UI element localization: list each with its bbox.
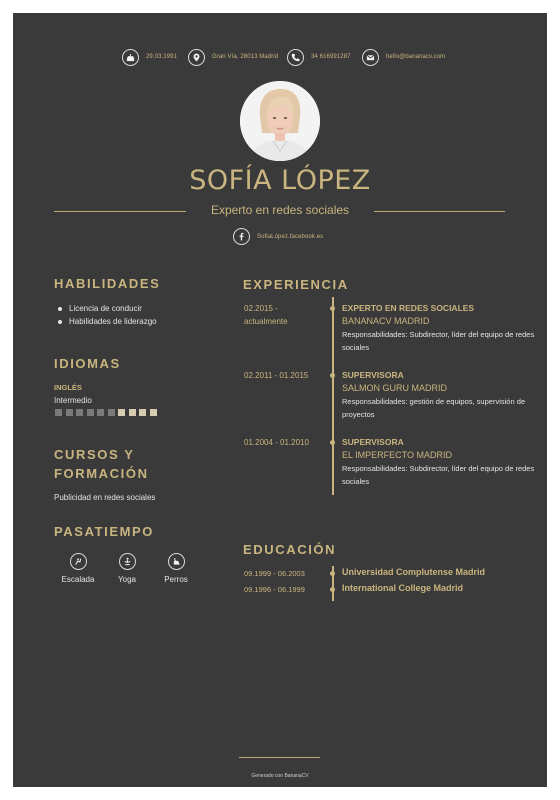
facebook-icon — [233, 228, 250, 245]
rating-square — [55, 409, 62, 416]
hobby-label: Yoga — [118, 575, 136, 584]
education-date: 09.1999 - 06.2003 — [244, 569, 305, 578]
courses-heading-line1: CURSOS Y — [54, 447, 135, 462]
skills-heading: HABILIDADES — [54, 276, 161, 291]
contact-phone — [287, 48, 351, 66]
job-date-line2: actualmente — [244, 317, 288, 326]
rating-square — [129, 409, 136, 416]
language-level: Intermedio — [54, 396, 92, 405]
skill-item: Habilidades de liderazgo — [54, 315, 157, 328]
contact-bar — [13, 48, 547, 68]
climbing-icon — [70, 553, 87, 570]
job-date — [244, 302, 322, 328]
phone-icon — [287, 49, 304, 66]
timeline-dot — [330, 440, 335, 445]
cv-page — [13, 13, 547, 787]
title-divider-right — [374, 211, 505, 212]
skills-list — [54, 302, 157, 328]
job-company: EL IMPERFECTO MADRID — [342, 450, 453, 460]
education-name: Universidad Complutense Madrid — [342, 567, 486, 577]
language-rating — [55, 409, 160, 416]
language-name: INGLÉS — [54, 383, 82, 392]
hobby-item — [151, 553, 201, 584]
address-text: Gran Vía, 28013 Madrid — [212, 54, 279, 60]
job-desc-line1: Responsabilidades: gestión de equipos, supervisión de — [342, 397, 526, 406]
rating-square — [87, 409, 94, 416]
courses-heading-line2: FORMACIÓN — [54, 466, 149, 481]
title-row — [13, 203, 547, 219]
contact-email — [362, 48, 445, 66]
education-name: International College Madrid — [342, 583, 464, 593]
timeline-dot — [330, 306, 335, 311]
job-desc-line2: sociales — [342, 477, 370, 486]
profile-photo — [240, 81, 320, 161]
job-desc-line2: proyectos — [342, 410, 375, 419]
rating-square — [66, 409, 73, 416]
skill-item: Licencia de conducir — [54, 302, 157, 315]
education-date: 09.1996 - 06.1999 — [244, 585, 305, 594]
job-date-line1: 01.2004 - 01.2010 — [244, 438, 309, 447]
job-date — [244, 369, 322, 382]
job-role: SUPERVISORA — [342, 370, 404, 380]
education-entry — [244, 567, 544, 581]
rating-square — [150, 409, 157, 416]
hobby-item — [53, 553, 103, 584]
courses-heading — [54, 445, 149, 483]
hobby-label: Escalada — [61, 575, 95, 584]
email-text: hello@bananacv.com — [386, 54, 446, 60]
social-text: SofiaLópez.facebook.es — [257, 233, 324, 240]
hobby-label: Perros — [164, 575, 188, 584]
dog-icon — [168, 553, 185, 570]
job-date-line1: 02.2015 - — [244, 304, 278, 313]
contact-birthdate — [122, 48, 177, 66]
contact-address — [188, 48, 278, 66]
job-date-line1: 02.2011 - 01.2015 — [244, 371, 309, 380]
experience-timeline — [332, 297, 334, 495]
yoga-icon — [119, 553, 136, 570]
rating-square — [97, 409, 104, 416]
timeline-dot — [330, 571, 335, 576]
job-role: EXPERTO EN REDES SOCIALES — [342, 303, 475, 313]
hobbies-heading: PASATIEMPO — [54, 524, 155, 539]
job-body — [342, 436, 544, 488]
course-item: Publicidad en redes sociales — [54, 493, 156, 502]
hobby-item — [102, 553, 152, 584]
phone-text: 34 616991287 — [311, 54, 351, 60]
job-body — [342, 369, 544, 421]
job-body — [342, 302, 544, 354]
job-desc-line1: Responsabilidades: Subdirector, líder del equipo de redes — [342, 464, 535, 473]
job-company: BANANACV MADRID — [342, 316, 430, 326]
job-desc-line2: sociales — [342, 343, 370, 352]
education-entry — [244, 583, 544, 597]
experience-heading: EXPERIENCIA — [243, 277, 349, 292]
rating-square — [76, 409, 83, 416]
education-heading: EDUCACIÓN — [243, 542, 337, 557]
birthdate-text: 29.03.1991 — [146, 54, 178, 60]
email-icon — [362, 49, 379, 66]
job-desc-line1: Responsabilidades: Subdirector, líder del equipo de redes — [342, 330, 535, 339]
location-pin-icon — [188, 49, 205, 66]
job-title: Experto en redes sociales — [210, 203, 350, 217]
languages-heading: IDIOMAS — [54, 356, 121, 371]
social-link[interactable] — [233, 228, 323, 245]
rating-square — [118, 409, 125, 416]
job-company: SALMON GURU MADRID — [342, 383, 448, 393]
timeline-dot — [330, 587, 335, 592]
footer-divider — [239, 757, 320, 758]
cake-icon — [122, 49, 139, 66]
person-name: SOFÍA LÓPEZ — [189, 165, 371, 196]
job-date — [244, 436, 322, 449]
job-role: SUPERVISORA — [342, 437, 404, 447]
timeline-dot — [330, 373, 335, 378]
footer-text: Generado con BananaCV — [251, 773, 309, 779]
rating-square — [139, 409, 146, 416]
rating-square — [108, 409, 115, 416]
